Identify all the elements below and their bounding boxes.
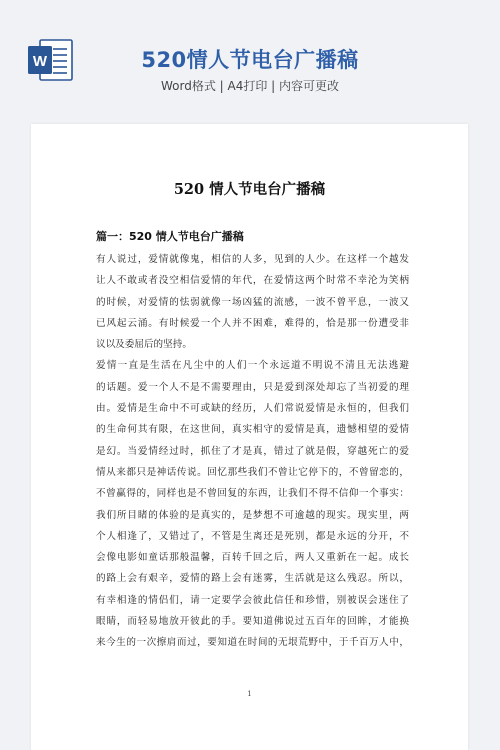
body-line: 的路上会有艰辛，爱情的路上会有迷雾，生活就是这么残忍。所以， (96, 573, 409, 585)
body-line: 眼睛，而轻易地放开彼此的手。要知道佛说过五百年的回眸，才能换 (96, 616, 409, 628)
section-heading: 篇一：520 情人节电台广播稿 (96, 230, 244, 243)
body-line: 有人说过，爱情就像鬼，相信的人多，见到的人少。在这样一个越发 (96, 254, 409, 265)
body-line: 由。爱情是生命中不可或缺的经历，人们常说爱情是永恒的，但我们 (96, 403, 409, 415)
body-line: 来今生的一次擦肩而过，要知道在时间的无垠荒野中，于千百万人中， (96, 637, 409, 649)
body-line: 爱情一直是生活在凡尘中的人们一个永远道不明说不清且无法逃避 (96, 360, 409, 372)
body-line: 我们所目睹的体验的是真实的，是梦想不可逾越的现实。现实里，两 (96, 509, 409, 521)
body-line: 有幸相逢的情侣们，请一定要学会彼此信任和珍惜，别被误会迷住了 (96, 594, 409, 606)
header-subtitle: Word格式 | A4打印 | 内容可更改 (160, 79, 340, 93)
document-body (96, 249, 409, 654)
body-line: 会像电影如童话那般温馨，百转千回之后，两人又重新在一起。成长 (96, 552, 409, 564)
body-line: 让人不敢或者没空相信爱情的年代，在爱情这两个时常不幸沦为笑柄 (96, 275, 409, 287)
body-line: 议以及委屈后的坚持。 (96, 339, 192, 351)
document-header (0, 0, 500, 112)
document-page (31, 124, 468, 750)
body-line: 个人相逢了，又错过了，不管是生离还是死别，都是永远的分开，不 (96, 530, 409, 542)
body-line: 不曾赢得的，同样也是不曾回复的东西，让我们不得不信仰一个事实： (96, 488, 409, 500)
body-line: 的生命何其有限，在这世间，真实相守的爱情是真，遗憾相望的爱情 (96, 424, 409, 436)
body-line: 的时候，对爱情的怯弱就像一场凶猛的流感，一波不曾平息，一波又 (96, 296, 409, 308)
body-line: 已风起云涌。有时候爱一个人并不困难，难得的，恰是那一份遭受非 (96, 317, 409, 329)
body-line: 是幻。当爱情经过时，抓住了才是真，错过了就是假，穿越死亡的爱 (96, 445, 409, 457)
page-number: 1 (247, 690, 252, 698)
body-line: 情从来都只是神话传说。回忆那些我们不曾让它停下的，不曾留恋的， (96, 466, 409, 478)
header-title: 520情人节电台广播稿 (141, 48, 359, 72)
body-line: 的话题。爱一个人不是不需要理由，只是爱到深处却忘了当初爱的理 (96, 381, 409, 393)
document-title: 520 情人节电台广播稿 (173, 181, 326, 198)
word-icon-letter: W (32, 53, 48, 70)
